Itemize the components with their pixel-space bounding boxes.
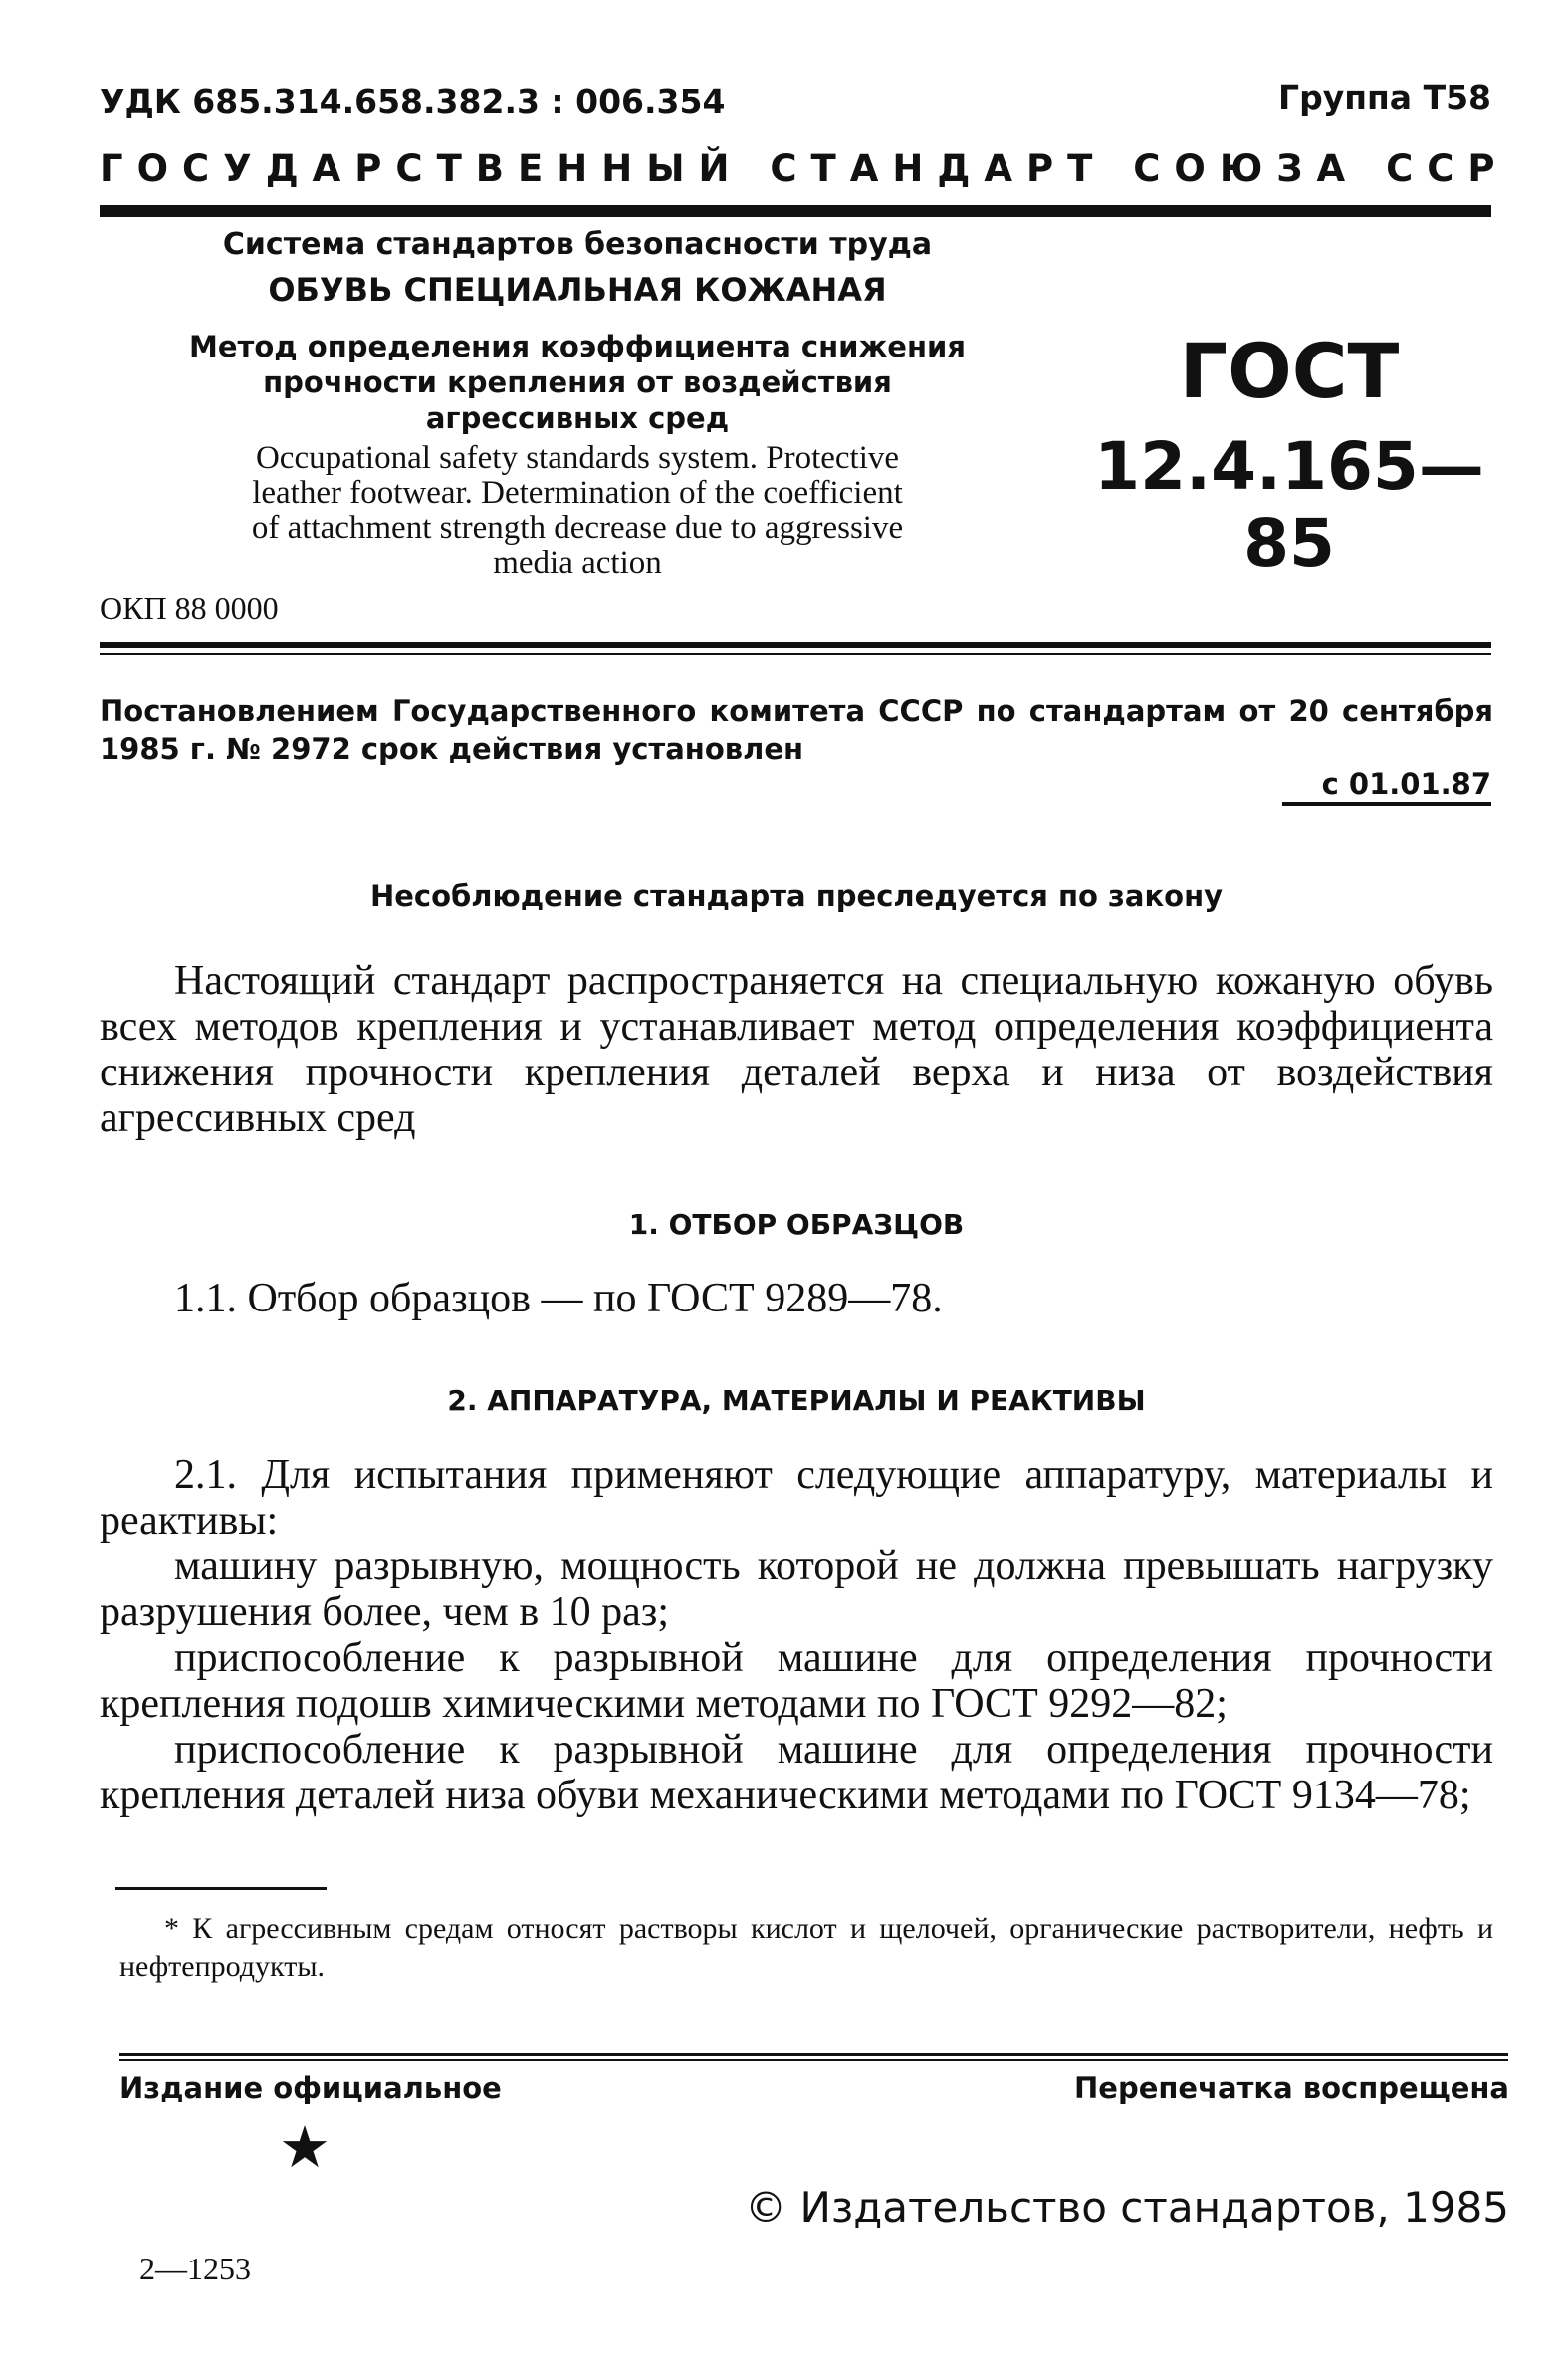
legal-notice: Несоблюдение стандарта преследуется по закону xyxy=(369,879,1224,913)
section-2-heading: 2. АППАРАТУРА, МАТЕРИАЛЫ И РЕАКТИВЫ xyxy=(447,1384,1146,1417)
footnote-rule xyxy=(115,1887,327,1890)
list-item: приспособление к разрывной машине для определения прочности крепления деталей низа обуви механическими методами по ГОСТ 9134—78; xyxy=(100,1727,1493,1818)
state-standard-banner: ГОСУДАРСТВЕННЫЙ СТАНДАРТ СОЮЗА ССР xyxy=(100,147,1509,190)
decree-text: Постановлением Государственного комитета СССР по стандартам от 20 сентября 1985 г. № 2972 срок действия установлен xyxy=(100,694,1493,766)
section-1-heading: 1. ОТБОР ОБРАЗЦОВ xyxy=(628,1208,965,1241)
english-line: media action xyxy=(493,545,662,581)
section-2-body xyxy=(100,1452,1493,1818)
clause-1-1: 1.1. Отбор образцов — по ГОСТ 9289—78. xyxy=(174,1276,943,1321)
title-rule-thin xyxy=(100,653,1491,655)
reprint-prohibited: Перепечатка воспрещена xyxy=(1074,2071,1509,2105)
english-title xyxy=(149,441,1006,581)
group-code: Группа Т58 xyxy=(1278,78,1491,117)
page-code: 2—1253 xyxy=(139,2251,251,2286)
star-icon: ★ xyxy=(279,2113,331,2181)
okp-code: ОКП 88 0000 xyxy=(100,591,279,626)
effective-date-underline xyxy=(1282,802,1491,806)
footer-rule xyxy=(119,2053,1508,2056)
gost-number: 12.4.165—85 xyxy=(1094,428,1484,582)
intro-text: Настоящий стандарт распространяется на специальную кожаную обувь всех методов крепления и устанавливает метод определения коэффициента снижения прочности крепления деталей верха и низа от воздействия агрессивных сред xyxy=(100,958,1493,1141)
method-line: прочности крепления от воздействия xyxy=(263,365,892,399)
method-line: агрессивных сред xyxy=(425,401,730,435)
english-line: Occupational safety standards system. Protective xyxy=(255,440,900,476)
english-line: of attachment strength decrease due to aggressive xyxy=(251,510,904,546)
footnote-text: * К агрессивным средам относят растворы кислот и щелочей, органические растворители, нефть и нефтепродукты. xyxy=(119,1912,1493,1983)
method-line: Метод определения коэффициента снижения xyxy=(189,330,966,363)
english-line: leather footwear. Determination of the coefficient xyxy=(252,475,903,511)
method-title xyxy=(149,329,1006,436)
list-item: приспособление к разрывной машине для определения прочности крепления подошв химическими методами по ГОСТ 9292—82; xyxy=(100,1635,1493,1727)
header-rule xyxy=(100,205,1491,217)
clause-2-1: 2.1. Для испытания применяют следующие аппаратуру, материалы и реактивы: xyxy=(100,1452,1493,1544)
publisher-copyright: © Издательство стандартов, 1985 xyxy=(745,2183,1509,2232)
title-rule xyxy=(100,642,1491,648)
system-title: Система стандартов безопасности труда xyxy=(222,227,933,262)
official-edition: Издание официальное xyxy=(119,2071,502,2105)
effective-date: с 01.01.87 xyxy=(1321,767,1491,801)
udk-code: УДК 685.314.658.382.3 : 006.354 xyxy=(100,82,726,120)
subject-title: ОБУВЬ СПЕЦИАЛЬНАЯ КОЖАНАЯ xyxy=(268,271,887,309)
list-item: машину разрывную, мощность которой не должна превышать нагрузку разрушения более, чем в 10 раз; xyxy=(100,1544,1493,1635)
footnote xyxy=(119,1910,1493,1986)
gost-label: ГОСТ xyxy=(1179,327,1400,415)
footer-rule-thin xyxy=(119,2059,1508,2061)
intro-paragraph xyxy=(100,958,1493,1141)
